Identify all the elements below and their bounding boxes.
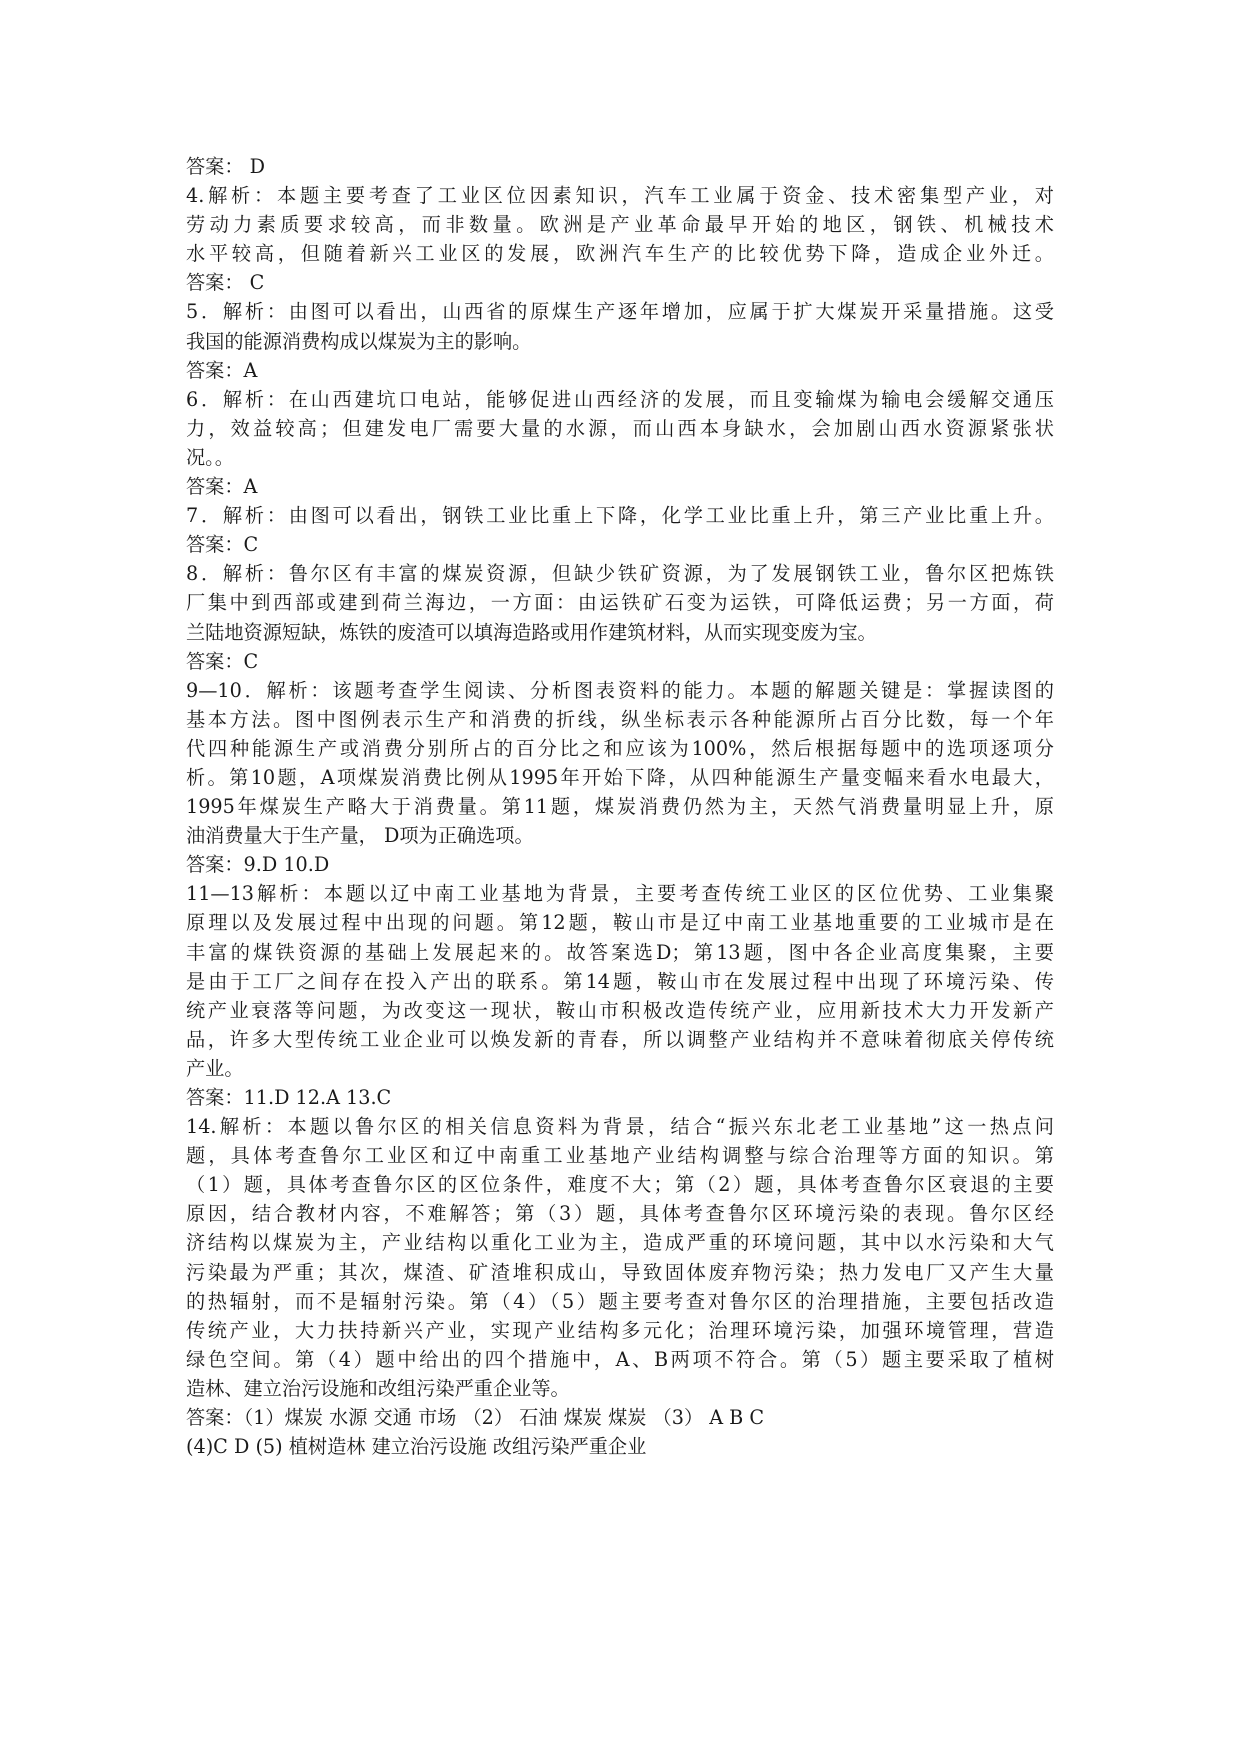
text-line: 水平较高，但随着新兴工业区的发展，欧洲汽车生产的比较优势下降，造成企业外迁。 bbox=[186, 242, 1054, 266]
text-line: 8．解析：鲁尔区有丰富的煤炭资源，但缺少铁矿资源，为了发展钢铁工业，鲁尔区把炼铁 bbox=[186, 562, 1054, 586]
text-line: 绿色空间。第（4）题中给出的四个措施中，A、B两项不符合。第（5）题主要采取了植树 bbox=[186, 1347, 1054, 1371]
text-line: 14.解析：本题以鲁尔区的相关信息资料为背景，结合“振兴东北老工业基地”这一热点问 bbox=[186, 1115, 1054, 1139]
text-line: 的热辐射，而不是辐射污染。第（4）（5）题主要考查对鲁尔区的治理措施，主要包括改造 bbox=[186, 1289, 1054, 1313]
text-line: (4)C D (5) 植树造林 建立治污设施 改组污染严重企业 bbox=[186, 1435, 647, 1459]
text-line: 原理以及发展过程中出现的问题。第12题，鞍山市是辽中南工业基地重要的工业城市是在 bbox=[186, 911, 1054, 935]
text-line: 品，许多大型传统工业企业可以焕发新的青春，所以调整产业结构并不意味着彻底关停传统 bbox=[186, 1027, 1054, 1051]
text-line: 产业。 bbox=[186, 1056, 244, 1080]
text-line: 6．解析：在山西建坑口电站，能够促进山西经济的发展，而且变输煤为输电会缓解交通压 bbox=[186, 387, 1054, 411]
text-line: 况。。 bbox=[186, 445, 234, 469]
text-line: 造林、建立治污设施和改组污染严重企业等。 bbox=[186, 1376, 570, 1400]
text-line: 答案：C bbox=[186, 649, 259, 673]
text-line: 我国的能源消费构成以煤炭为主的影响。 bbox=[186, 329, 532, 353]
text-line: 是由于工厂之间存在投入产出的联系。第14题，鞍山市在发展过程中出现了环境污染、传 bbox=[186, 969, 1054, 993]
text-line: 污染最为严重；其次，煤渣、矿渣堆积成山，导致固体废弃物污染；热力发电厂又产生大量 bbox=[186, 1260, 1054, 1284]
text-line: 统产业衰落等问题，为改变这一现状，鞍山市积极改造传统产业，应用新技术大力开发新产 bbox=[186, 998, 1054, 1022]
text-line: 济结构以煤炭为主，产业结构以重化工业为主，造成严重的环境问题，其中以水污染和大气 bbox=[186, 1231, 1054, 1255]
text-line: （1）题，具体考查鲁尔区的区位条件，难度不大；第（2）题，具体考查鲁尔区衰退的主要 bbox=[186, 1173, 1054, 1197]
text-line: 7．解析：由图可以看出，钢铁工业比重上下降，化学工业比重上升，第三产业比重上升。 bbox=[186, 504, 1054, 528]
text-line: 传统产业，大力扶持新兴产业，实现产业结构多元化；治理环境污染，加强环境管理，营造 bbox=[186, 1318, 1054, 1342]
text-line: 答案： D bbox=[186, 155, 266, 178]
text-line: 答案：（1）煤炭 水源 交通 市场 （2） 石油 煤炭 煤炭 （3） A B C bbox=[186, 1406, 765, 1430]
text-line: 4.解析：本题主要考查了工业区位因素知识，汽车工业属于资金、技术密集型产业，对 bbox=[186, 184, 1054, 208]
text-line: 兰陆地资源短缺，炼铁的废渣可以填海造路或用作建筑材料，从而实现变废为宝。 bbox=[186, 620, 877, 644]
text-line: 析。第10题，A项煤炭消费比例从1995年开始下降，从四种能源生产量变幅来看水电最大， bbox=[186, 765, 1054, 789]
answer-document bbox=[186, 152, 1054, 1461]
text-line: 11—13解析：本题以辽中南工业基地为背景，主要考查传统工业区的区位优势、工业集聚 bbox=[186, 882, 1054, 906]
text-line: 答案：C bbox=[186, 533, 259, 557]
text-line: 基本方法。图中图例表示生产和消费的折线，纵坐标表示各种能源所占百分比数，每一个年 bbox=[186, 707, 1054, 731]
text-line: 答案：9.D 10.D bbox=[186, 853, 330, 877]
text-line: 题，具体考查鲁尔工业区和辽中南重工业基地产业结构调整与综合治理等方面的知识。第 bbox=[186, 1144, 1054, 1168]
text-line: 力，效益较高；但建发电厂需要大量的水源，而山西本身缺水，会加剧山西水资源紧张状 bbox=[186, 416, 1054, 440]
text-line: 答案：A bbox=[186, 475, 258, 499]
text-line: 原因，结合教材内容，不难解答；第（3）题，具体考查鲁尔区环境污染的表现。鲁尔区经 bbox=[186, 1202, 1054, 1226]
text-line: 1995年煤炭生产略大于消费量。第11题，煤炭消费仍然为主，天然气消费量明显上升，原 bbox=[186, 795, 1054, 819]
text-line: 油消费量大于生产量， D项为正确选项。 bbox=[186, 824, 534, 848]
text-line: 答案： C bbox=[186, 271, 265, 295]
text-line: 劳动力素质要求较高，而非数量。欧洲是产业革命最早开始的地区，钢铁、机械技术 bbox=[186, 213, 1054, 237]
text-line: 5．解析：由图可以看出，山西省的原煤生产逐年增加，应属于扩大煤炭开采量措施。这受 bbox=[186, 300, 1054, 324]
text-line: 9—10．解析：该题考查学生阅读、分析图表资料的能力。本题的解题关键是：掌握读图的 bbox=[186, 678, 1054, 702]
text-line: 厂集中到西部或建到荷兰海边，一方面：由运铁矿石变为运铁，可降低运费；另一方面，荷 bbox=[186, 591, 1054, 615]
text-line: 代四种能源生产或消费分别所占的百分比之和应该为100%，然后根据每题中的选项逐项分 bbox=[186, 736, 1054, 760]
text-line: 答案：11.D 12.A 13.C bbox=[186, 1086, 392, 1109]
text-line: 答案：A bbox=[186, 358, 258, 382]
text-line: 丰富的煤铁资源的基础上发展起来的。故答案选D；第13题，图中各企业高度集聚，主要 bbox=[186, 940, 1054, 964]
